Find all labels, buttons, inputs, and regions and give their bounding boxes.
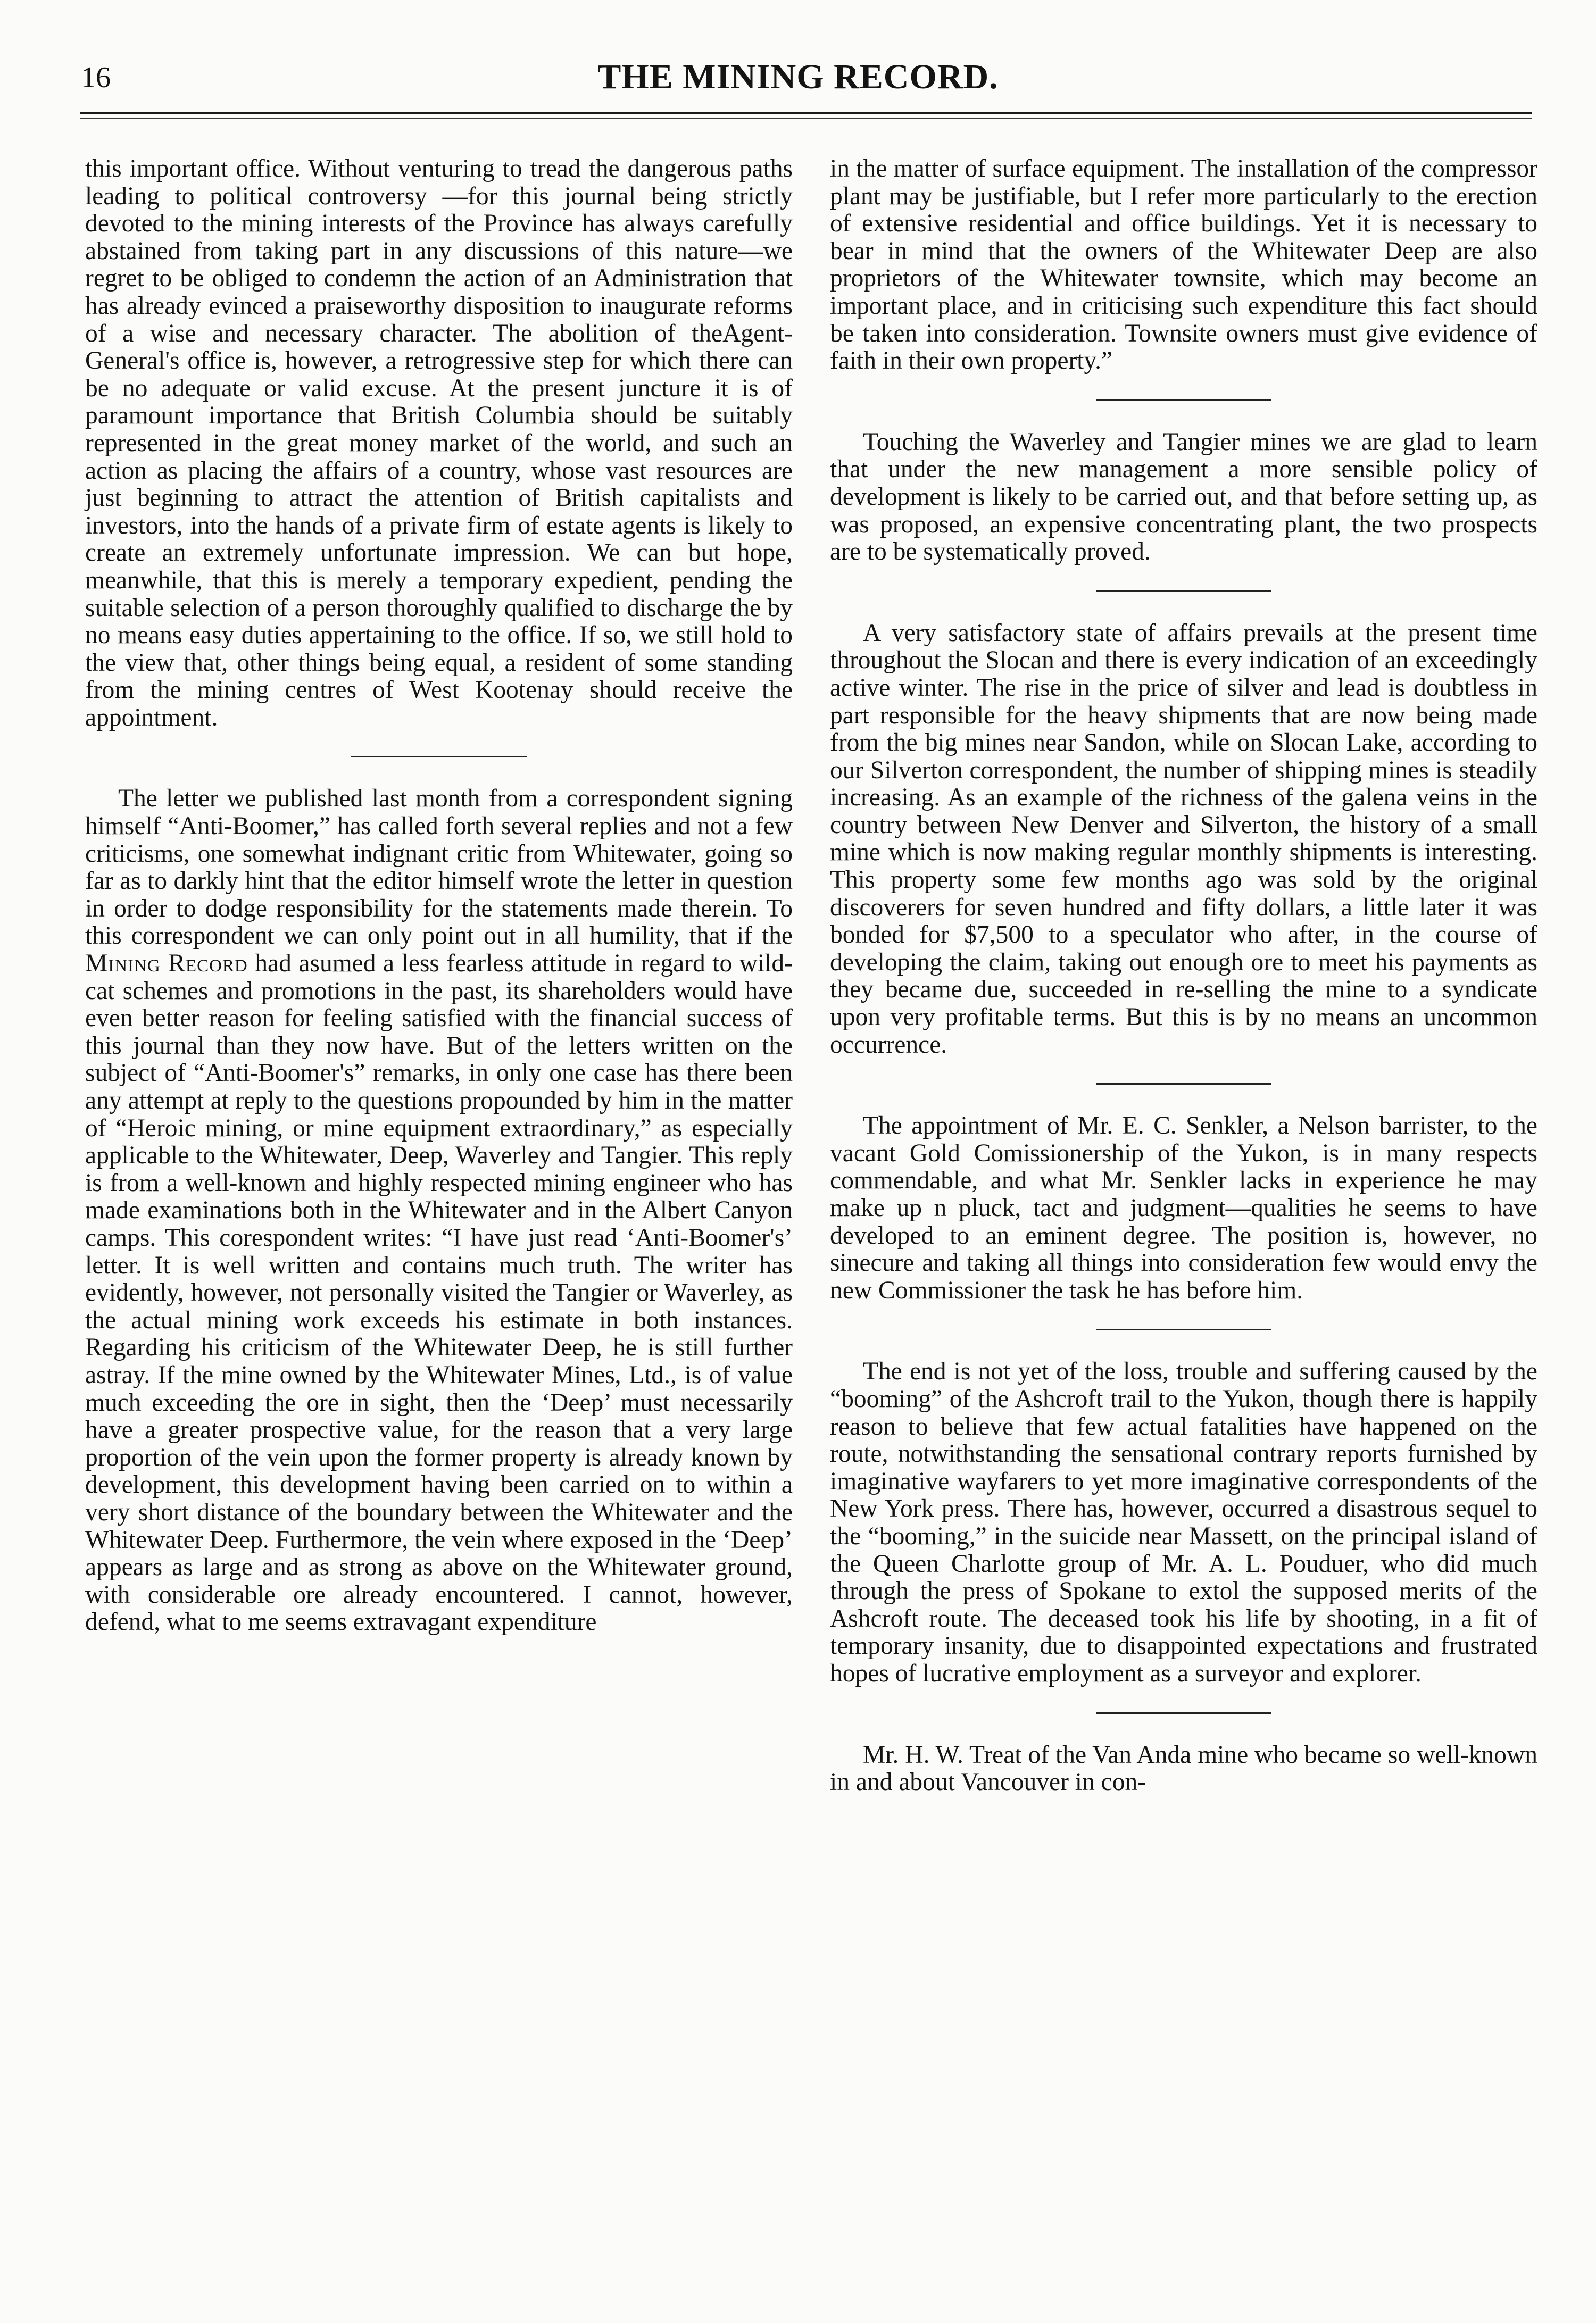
article-paragraph-agent-general: this important office. Without venturing to tread the dangerous paths leading to political controversy —for this journal being strictly devoted to the mining interests of the Province has always carefully abstained from taking part in any discussions of this nature—we regret to be obliged to condemn the action of an Administration that has already evinced a praiseworthy disposition to inaugurate reforms of a wise and necessary character. The abolition of theAgent-General's office is, however, a retrogressive step for which there can be no adequate or valid excuse. At the present juncture it is of paramount importance that British Columbia should be suitably represented in the great money market of the world, and such an action as placing the affairs of a country, whose vast resources are just beginning to attract the attention of British capitalists and investors, into the hands of a private firm of estate agents is likely to create an extremely unfortunate impression. We can but hope, meanwhile, that this is merely a temporary expedient, pending the suitable selection of a person thoroughly qualified to discharge the by no means easy duties appertaining to the office. If so, we still hold to the view that, other things being equal, a resident of some standing from the mining centres of West Kootenay should receive the appointment. — [85, 155, 793, 731]
article-paragraph-anti-boomer — [85, 785, 793, 1636]
page-number: 16 — [81, 61, 111, 94]
journal-name: Mining Record — [85, 950, 248, 978]
article-paragraph-treat: Mr. H. W. Treat of the Van Anda mine who became so well-known in and about Vancouver in con- — [830, 1741, 1537, 1796]
section-separator — [1096, 590, 1271, 592]
article-paragraph-waverley-tangier: Touching the Waverley and Tangier mines we are glad to learn that under the new management a more sensible policy of development is likely to be carried out, and that before setting up, as was proposed, an expensive concentrating plant, the two prospects are to be systematically proved. — [830, 428, 1537, 566]
section-separator — [351, 756, 527, 757]
article-paragraph-senkler: The appointment of Mr. E. C. Senkler, a Nelson barrister, to the vacant Gold Comissionership of the Yukon, is in many respects commendable, and what Mr. Senkler lacks in experience he may make up n pluck, tact and judgment—qualities he seems to have developed to an eminent degree. The position is, however, no sinecure and taking all things into consideration few would envy the new Commissioner the task he has before him. — [830, 1112, 1537, 1304]
article-paragraph-ashcroft-trail: The end is not yet of the loss, trouble and suffering caused by the “booming” of the Ashcroft trail to the Yukon, though there is happily reason to believe that few actual fatalities have happened on the route, notwithstanding the sensational contrary reports furnished by imaginative wayfarers to yet more imaginative correspondents of the New York press. There has, however, occurred a disastrous sequel to the “booming,” in the suicide near Massett, on the principal island of the Queen Charlotte group of Mr. A. L. Pouduer, who did much through the press of Spokane to extol the supposed merits of the Ashcroft route. The deceased took his life by shooting, in a fit of temporary insanity, due to disappointed expectations and frustrated hopes of lucrative employment as a surveyor and explorer. — [830, 1358, 1537, 1687]
article-paragraph-slocan: A very satisfactory state of affairs prevails at the present time throughout the Slocan and there is every indication of an exceedingly active winter. The rise in the price of silver and lead is doubtless in part responsible for the heavy shipments that are now being made from the big mines near Sandon, while on Slocan Lake, according to our Silverton correspondent, the number of shipping mines is steadily increasing. As an example of the richness of the galena veins in the country between New Denver and Silverton, the history of a small mine which is now making regular monthly shipments is interesting. This property some few months ago was sold by the original discoverers for seven hundred and fifty dollars, a little later it was bonded for $7,500 to a speculator who after, in the course of developing the claim, taking out enough ore to meet his payments as they became due, succeeded in re-selling the mine to a syndicate upon very profitable terms. But this is by no means an uncommon occurrence. — [830, 619, 1537, 1059]
section-separator — [1096, 1329, 1271, 1330]
publication-title: THE MINING RECORD. — [597, 57, 999, 96]
left-column — [85, 155, 793, 1636]
header-rule-thin — [80, 118, 1532, 119]
section-separator — [1096, 1083, 1271, 1085]
section-separator — [1096, 399, 1271, 401]
paragraph-text: had asumed a less fearless attitude in regard to wild-cat schemes and promotions in the past, its shareholders would have even better reason for feeling satisfied with the financial success of this journal than they now have. But of the letters written on the subject of “Anti-Boomer's” remarks, in only one case has there been any attempt at reply to the questions propounded by him in the matter of “Heroic mining, or mine equipment extraordinary,” as especially applicable to the Whitewater, Deep, Waverley and Tangier. This reply is from a well-known and highly respected mining engineer who has made examinations both in the Whitewater and in the Albert Canyon camps. This corespondent writes: “I have just read ‘Anti-Boomer's’ letter. It is well written and contains much truth. The writer has evidently, however, not personally visited the Tangier or Waverley, as the actual mining work exceeds his estimate in both instances. Regarding his criticism of the Whitewater Deep, he is still further astray. If the mine owned by the Whitewater Mines, Ltd., is of value much exceeding the ore in sight, then the ‘Deep’ must necessarily have a greater prospective value, for the reason that a very large proportion of the vein upon the former property is already known by development, this development having been carried on to within a very short distance of the boundary between the Whitewater and the Whitewater Deep. Furthermore, the vein where exposed in the ‘Deep’ appears as large and as strong as above on the Whitewater ground, with considerable ore already encountered. I cannot, however, defend, what to me seems extravagant expenditure — [85, 950, 793, 1636]
paragraph-text: The letter we published last month from a correspondent signing himself “Anti-Boomer,” has called forth several replies and not a few criticisms, one somewhat indignant critic from Whitewater, going so far as to darkly hint that the editor himself wrote the letter in question in order to dodge responsibility for the statements made therein. To this correspondent we can only point out in all humility, that if the — [85, 785, 793, 950]
article-paragraph-surface-equipment: in the matter of surface equipment. The installation of the compressor plant may be justifiable, but I refer more particularly to the erection of extensive residential and office buildings. Yet it is necessary to bear in mind that the owners of the Whitewater Deep are also proprietors of the Whitewater townsite, which may become an important place, and in criticising such expenditure this fact should be taken into consideration. Townsite owners must give evidence of faith in their own property.” — [830, 155, 1537, 375]
section-separator — [1096, 1712, 1271, 1714]
header-rule — [80, 112, 1532, 114]
right-column — [830, 155, 1537, 1796]
